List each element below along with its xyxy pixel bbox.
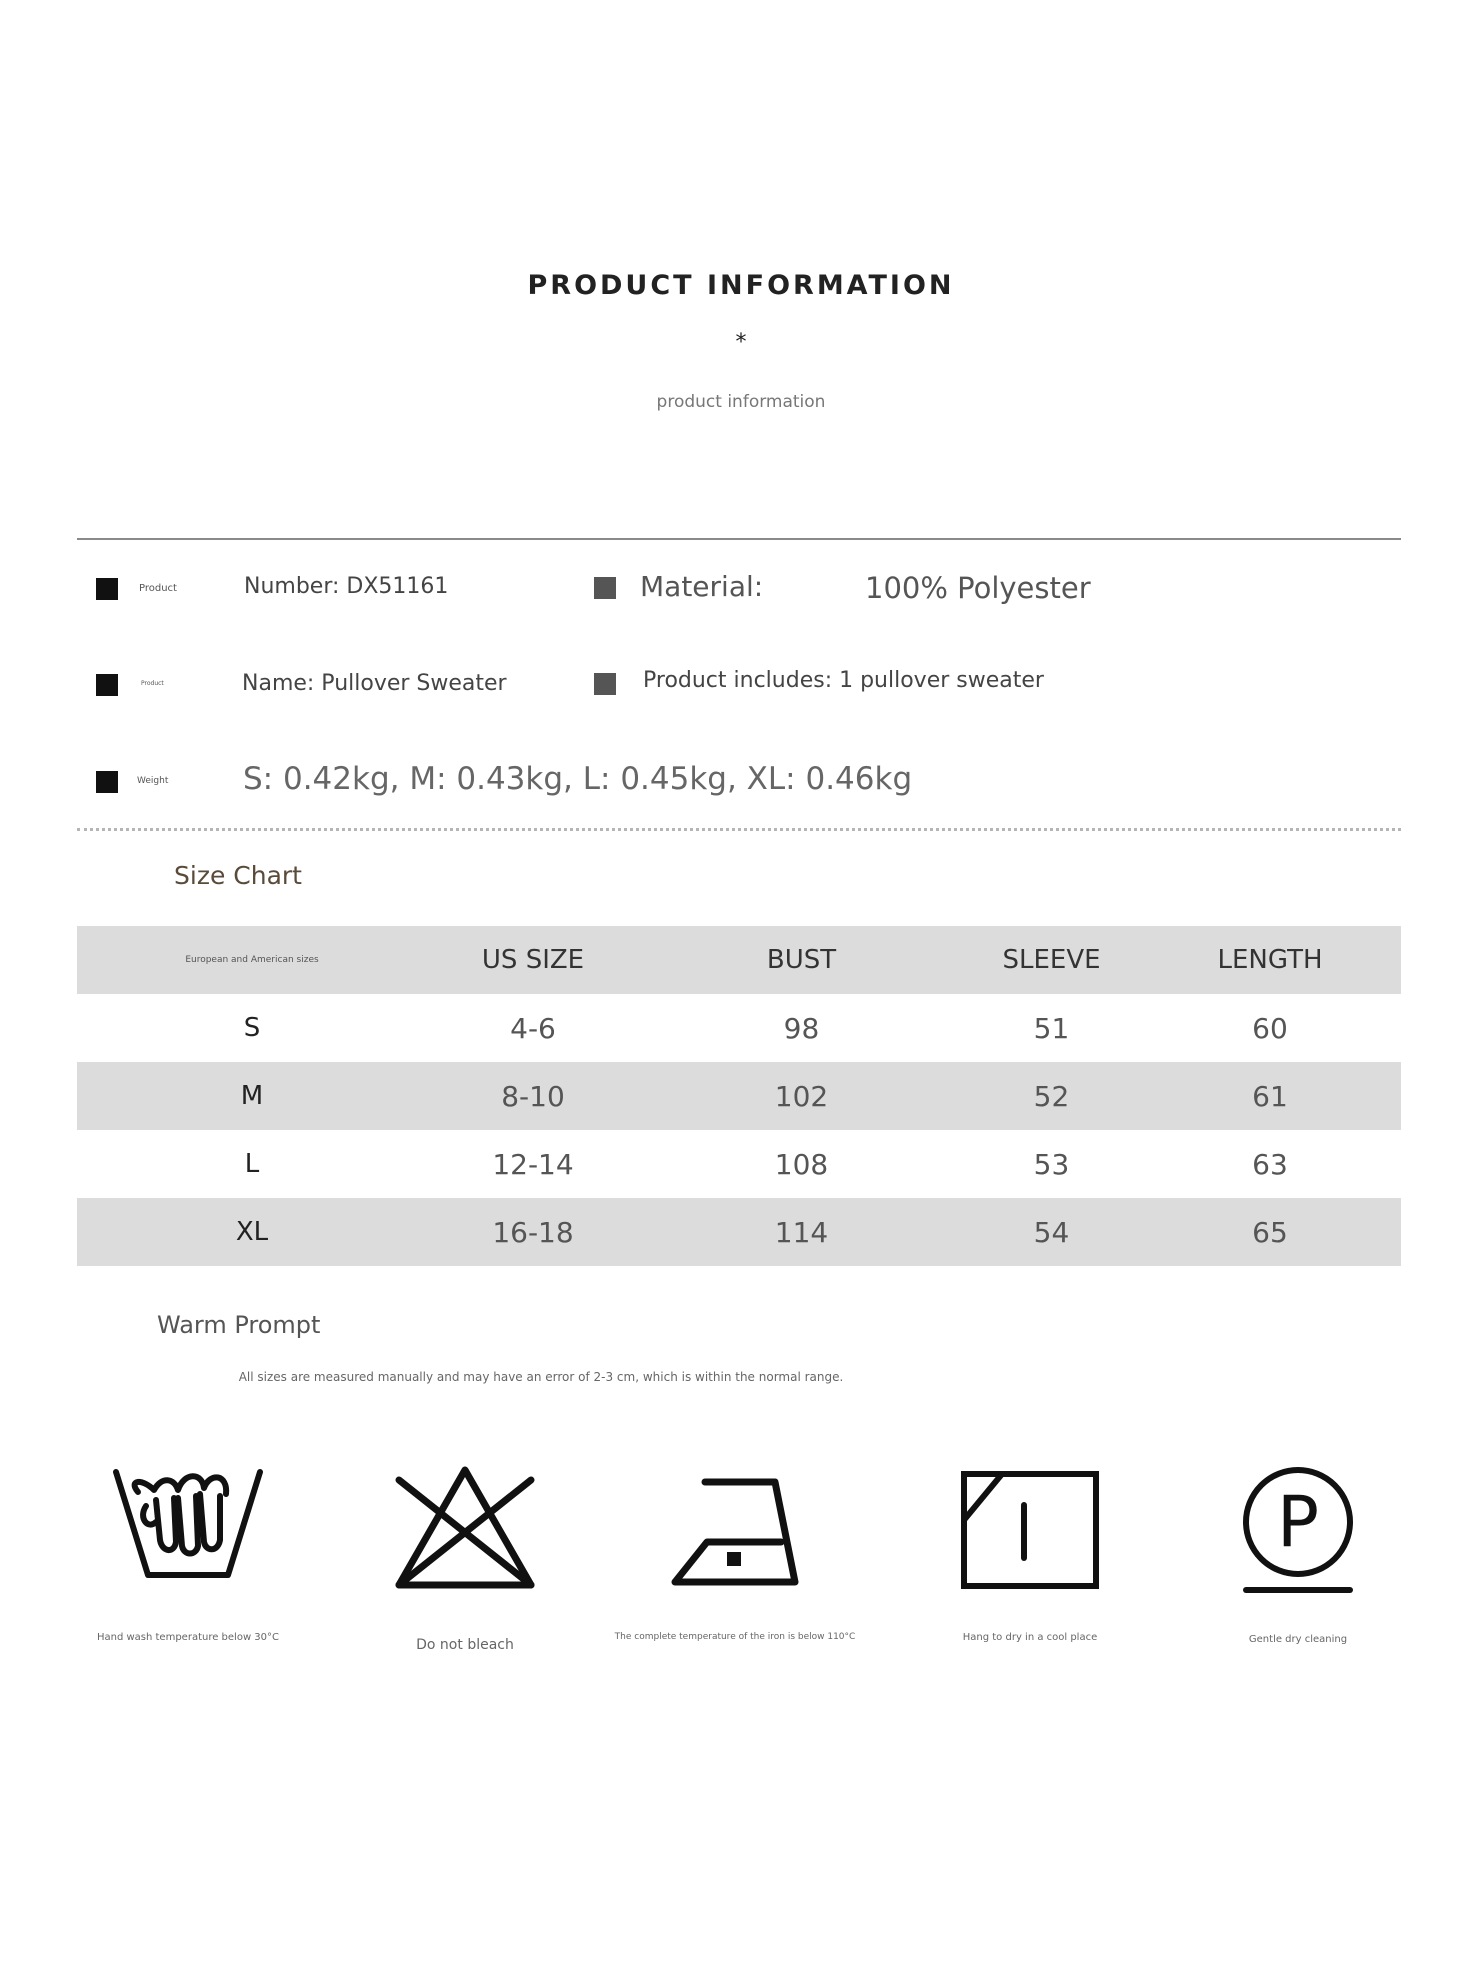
warm-prompt-label: Warm Prompt [157, 1311, 321, 1339]
table-cell: 114 [639, 1198, 964, 1266]
table-cell: 52 [964, 1062, 1139, 1130]
table-cell: 98 [783, 1011, 820, 1045]
bullet-square-icon [96, 674, 118, 696]
page-title: PRODUCT INFORMATION [527, 270, 955, 301]
do-not-bleach-icon [385, 1460, 545, 1600]
info-tag-product: Product [139, 583, 177, 594]
table-cell: 65 [1139, 1198, 1401, 1266]
size-chart-label: Size Chart [174, 861, 302, 890]
table-cell: S [243, 1013, 261, 1043]
table-row [77, 994, 1401, 1062]
product-includes: Product includes: 1 pullover sweater [643, 668, 1044, 693]
table-row [77, 1198, 1401, 1266]
table-cell: 16-18 [427, 1198, 639, 1266]
bullet-square-icon [96, 578, 118, 600]
dotted-divider [77, 828, 1401, 831]
care-label: Gentle dry cleaning [1248, 1634, 1348, 1645]
column-header: US SIZE [427, 926, 639, 994]
table-row [77, 1062, 1401, 1130]
product-weight: S: 0.42kg, M: 0.43kg, L: 0.45kg, XL: 0.46kg [243, 761, 913, 797]
table-cell: L [244, 1149, 260, 1179]
table-cell: 102 [639, 1062, 964, 1130]
column-header: LENGTH [1139, 926, 1401, 994]
table-cell: 108 [774, 1147, 829, 1181]
bullet-square-icon [594, 673, 616, 695]
hand-wash-icon [108, 1460, 268, 1600]
table-cell: 8-10 [427, 1062, 639, 1130]
table-cell: 12-14 [492, 1147, 574, 1181]
iron-icon [655, 1460, 815, 1600]
table-header-row [77, 926, 1401, 994]
care-label: Do not bleach [416, 1637, 514, 1653]
care-label: The complete temperature of the iron is below 110°C [614, 1632, 856, 1642]
hang-dry-icon [950, 1460, 1110, 1600]
material-value: 100% Polyester [865, 571, 1091, 605]
table-cell: XL [77, 1198, 427, 1266]
info-tag-weight: Weight [137, 776, 169, 786]
table-cell: M [77, 1062, 427, 1130]
material-label: Material: [640, 570, 764, 603]
care-label: Hand wash temperature below 30°C [96, 1632, 280, 1643]
size-chart-table [77, 926, 1401, 1266]
table-cell: 63 [1252, 1147, 1288, 1181]
column-header: European and American sizes [77, 926, 427, 994]
measurement-note: All sizes are measured manually and may have an error of 2-3 cm, which is within the normal range. [238, 1370, 844, 1384]
product-number: Number: DX51161 [244, 574, 449, 599]
table-cell: 60 [1252, 1011, 1288, 1045]
column-header: BUST [639, 926, 964, 994]
product-name: Name: Pullover Sweater [242, 671, 507, 696]
column-header: SLEEVE [964, 926, 1139, 994]
table-cell: 4-6 [510, 1011, 556, 1045]
table-cell: 54 [964, 1198, 1139, 1266]
care-label: Hang to dry in a cool place [962, 1632, 1098, 1643]
svg-text:P: P [1276, 1481, 1320, 1563]
info-tag-product: Product [141, 680, 164, 687]
table-row [77, 1130, 1401, 1198]
table-cell: 53 [1033, 1147, 1070, 1181]
top-divider [77, 538, 1401, 540]
bullet-square-icon [594, 577, 616, 599]
bullet-square-icon [96, 771, 118, 793]
page-subtitle: product information [656, 392, 826, 412]
dry-clean-icon [1218, 1460, 1378, 1600]
title-star: * [735, 330, 747, 355]
table-cell: 51 [1033, 1011, 1070, 1045]
table-cell: 61 [1139, 1062, 1401, 1130]
